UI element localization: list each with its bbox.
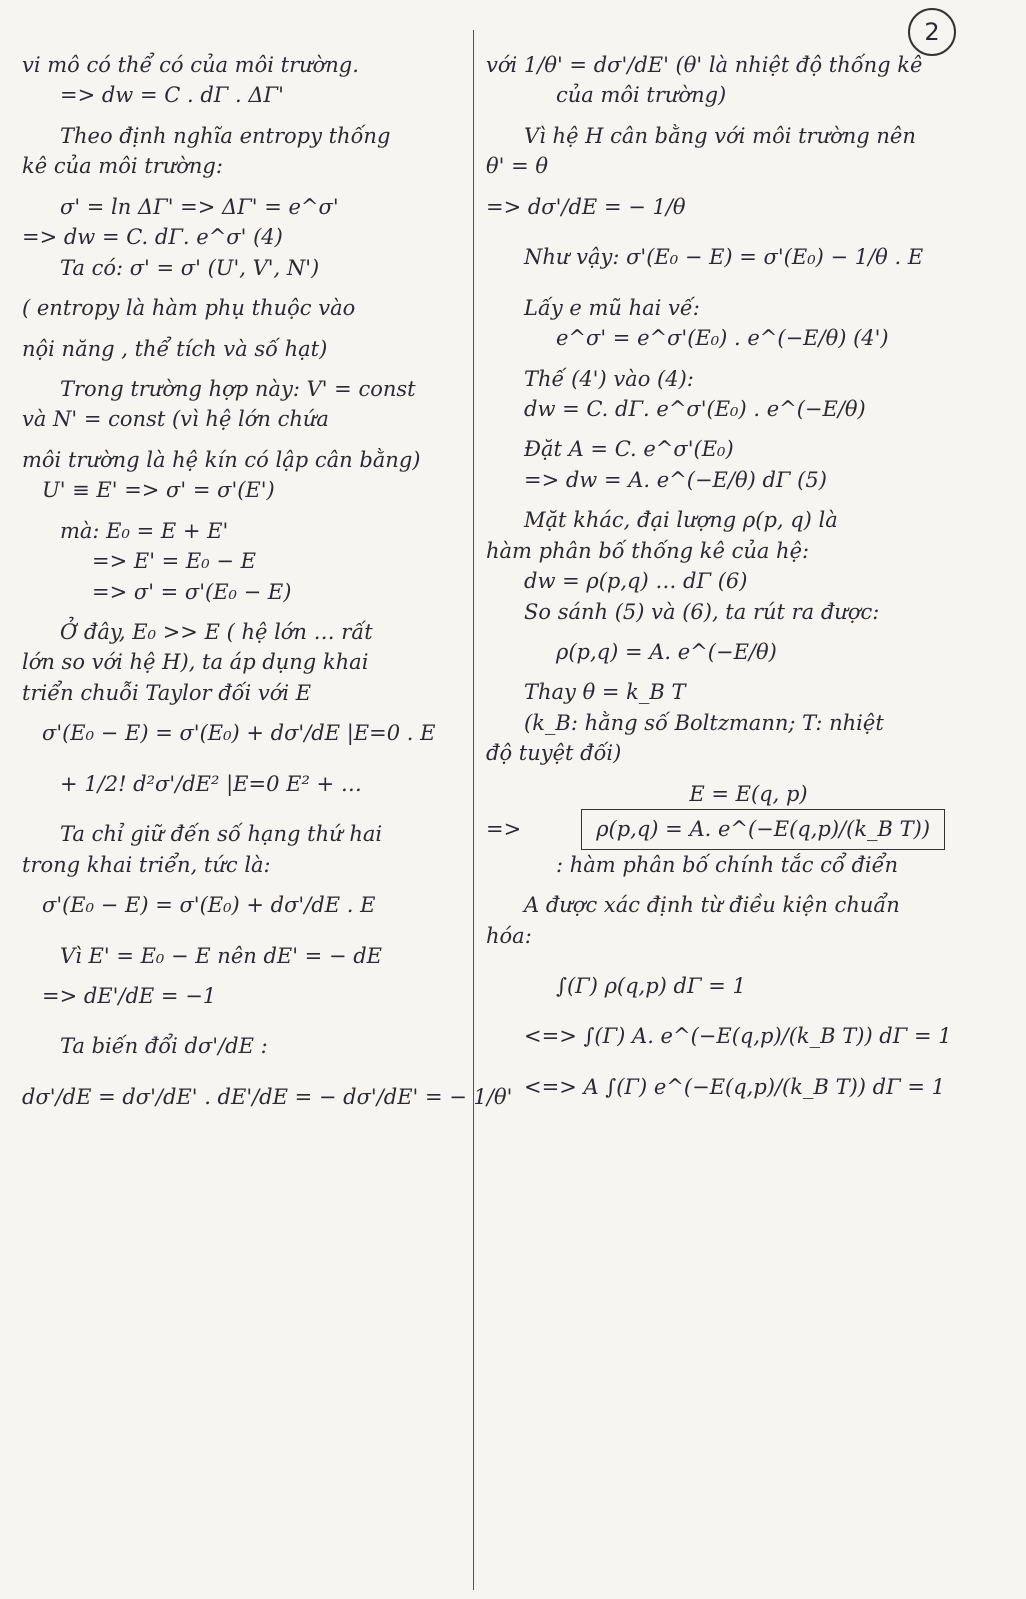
equation-line: e^σ' = e^σ'(E₀) . e^(−E/θ) (4') bbox=[556, 326, 889, 351]
text-line: Theo định nghĩa entropy thống bbox=[60, 123, 391, 148]
text-line: và N' = const (vì hệ lớn chứa bbox=[22, 407, 329, 432]
equation-line: <=> ∫(Γ) A. e^(−E(q,p)/(k_B T)) dΓ = 1 bbox=[524, 1024, 952, 1049]
text-line: nội năng , thể tích và số hạt) bbox=[22, 336, 328, 361]
text-line: Trong trường hợp này: V' = const bbox=[60, 376, 416, 401]
equation-line: σ'(E₀ − E) = σ'(E₀) + dσ'/dE |E=0 . E bbox=[42, 721, 436, 746]
equation-line: σ'(E₀ − E) = σ'(E₀) + dσ'/dE . E bbox=[42, 893, 376, 918]
text-line: Thế (4') vào (4): bbox=[524, 366, 694, 391]
equation-line: Như vậy: σ'(E₀ − E) = σ'(E₀) − 1/θ . E bbox=[524, 245, 924, 270]
text-line: độ tuyệt đối) bbox=[486, 741, 622, 766]
text-line: Mặt khác, đại lượng ρ(p, q) là bbox=[524, 508, 838, 533]
equation-line: ρ(p,q) = A. e^(−E/θ) bbox=[556, 640, 777, 664]
equation-line: => E' = E₀ − E bbox=[92, 549, 256, 574]
text-line: So sánh (5) và (6), ta rút ra được: bbox=[524, 599, 880, 624]
equation-line: Đặt A = C. e^σ'(E₀) bbox=[524, 437, 734, 462]
text-line: Ta biến đổi dσ'/dE : bbox=[60, 1034, 268, 1059]
right-column bbox=[486, 50, 1011, 1102]
equation-line: σ' = ln ΔΓ' => ΔΓ' = e^σ' bbox=[60, 194, 339, 219]
text-line: trong khai triển, tức là: bbox=[22, 852, 271, 877]
page-number: 2 bbox=[908, 8, 956, 56]
equation-line: với 1/θ' = dσ'/dE' (θ' là nhiệt độ thống kê bbox=[486, 53, 923, 77]
equation-line: => dw = C . dΓ . ΔΓ' bbox=[60, 83, 284, 108]
text-line: ( entropy là hàm phụ thuộc vào bbox=[22, 296, 356, 321]
equation-line: dσ'/dE = dσ'/dE' . dE'/dE = − dσ'/dE' = − 1/θ' bbox=[22, 1084, 513, 1109]
equation-line: dw = C. dΓ. e^σ'(E₀) . e^(−E/θ) bbox=[524, 396, 866, 421]
text-line: : hàm phân bố chính tắc cổ điển bbox=[556, 852, 899, 877]
boxed-result: ρ(p,q) = A. e^(−E(q,p)/(k_B T)) bbox=[581, 809, 945, 849]
equation-line: dw = ρ(p,q) … dΓ (6) bbox=[524, 569, 748, 594]
text-line: của môi trường) bbox=[556, 83, 727, 108]
text-line: Ta có: σ' = σ' (U', V', N') bbox=[60, 255, 320, 280]
equation-line: <=> A ∫(Γ) e^(−E(q,p)/(k_B T)) dΓ = 1 bbox=[524, 1074, 945, 1099]
equation-line: + 1/2! d²σ'/dE² |E=0 E² + … bbox=[60, 771, 362, 796]
equation-line: U' ≡ E' => σ' = σ'(E') bbox=[42, 478, 275, 503]
boxed-equation-line: => ρ(p,q) = A. e^(−E(q,p)/(k_B T)) bbox=[486, 809, 1011, 849]
text-line: vi mô có thể có của môi trường. bbox=[22, 53, 359, 77]
equation-line: ∫(Γ) ρ(q,p) dΓ = 1 bbox=[556, 973, 746, 998]
equation-line: θ' = θ bbox=[486, 154, 549, 179]
equation-line: E = E(q, p) bbox=[689, 781, 808, 806]
text-line: hàm phân bố thống kê của hệ: bbox=[486, 538, 810, 563]
equation-line: => σ' = σ'(E₀ − E) bbox=[92, 579, 292, 604]
equation-line: => dσ'/dE = − 1/θ bbox=[486, 194, 686, 219]
text-line: triển chuỗi Taylor đối với E bbox=[22, 680, 312, 705]
text-line: môi trường là hệ kín có lập cân bằng) bbox=[22, 447, 421, 472]
text-line: Ở đây, E₀ >> E ( hệ lớn … rất bbox=[60, 620, 373, 644]
text-line: kê của môi trường: bbox=[22, 154, 223, 179]
text-line: lớn so với hệ H), ta áp dụng khai bbox=[22, 650, 369, 675]
equation-line: Thay θ = k_B T bbox=[524, 680, 686, 705]
column-divider bbox=[473, 30, 474, 1590]
equation-line: => dw = A. e^(−E/θ) dΓ (5) bbox=[524, 467, 827, 492]
text-line: A được xác định từ điều kiện chuẩn bbox=[524, 893, 900, 918]
text-line: Lấy e mũ hai vế: bbox=[524, 295, 700, 320]
equation-line: mà: E₀ = E + E' bbox=[60, 518, 229, 543]
text-line: (k_B: hằng số Boltzmann; T: nhiệt bbox=[524, 710, 884, 735]
text-line: Ta chỉ giữ đến số hạng thứ hai bbox=[60, 822, 383, 847]
text-line: Vì hệ H cân bằng với môi trường nên bbox=[524, 123, 916, 148]
equation-line: => dE'/dE = −1 bbox=[42, 983, 217, 1008]
text-line: Vì E' = E₀ − E nên dE' = − dE bbox=[60, 943, 382, 968]
text-line: hóa: bbox=[486, 923, 532, 948]
equation-line: => dw = C. dΓ. e^σ' (4) bbox=[22, 225, 283, 250]
